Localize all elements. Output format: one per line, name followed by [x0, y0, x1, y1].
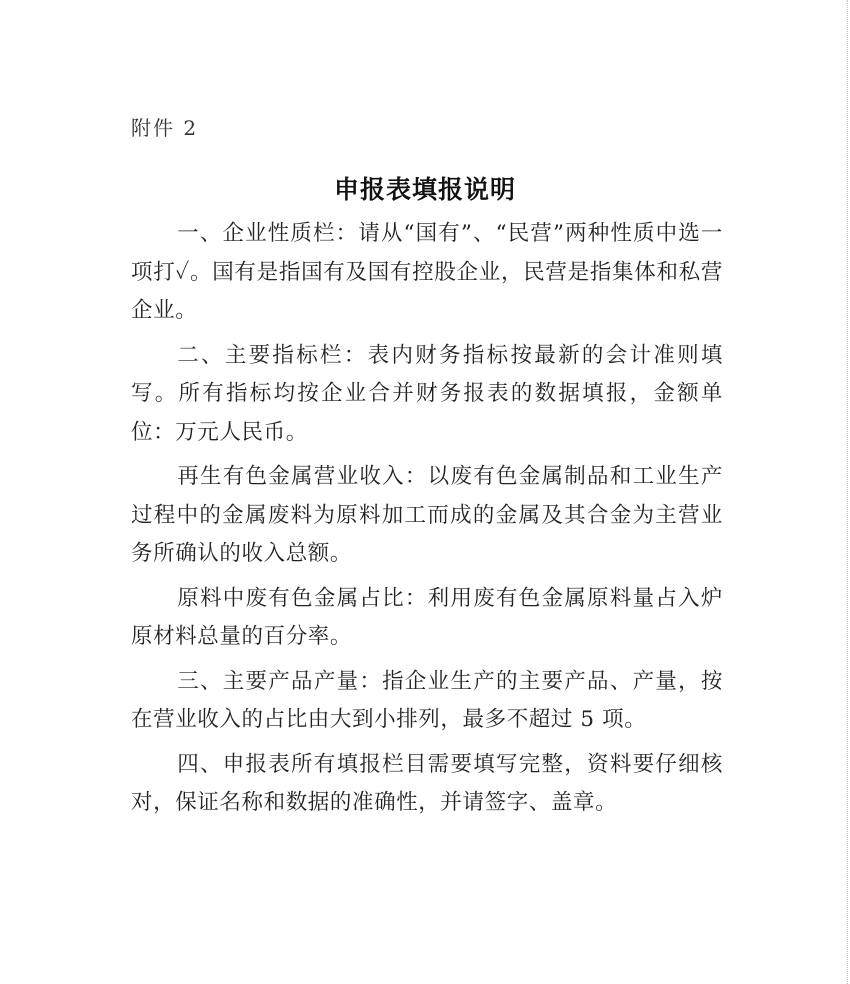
section-completeness-requirement: 四、申报表所有填报栏目需要填写完整，资料要仔细核对，保证名称和数据的准确性，并请签字、盖章。 — [131, 751, 723, 815]
document-title: 申报表填报说明 — [333, 174, 516, 204]
definition-recycled-metal-revenue: 再生有色金属营业收入：以废有色金属制品和工业生产过程中的金属废料为原料加工而成的金属及其合金为主营业务所确认的收入总额。 — [131, 464, 723, 566]
page-edge — [847, 0, 848, 984]
document-body — [131, 215, 723, 829]
definition-scrap-metal-ratio: 原料中废有色金属占比：利用废有色金属原料量占入炉原材料总量的百分率。 — [131, 585, 723, 649]
section-main-product-output: 三、主要产品产量：指企业生产的主要产品、产量，按在营业收入的占比由大到小排列，最多不超过 5 项。 — [131, 668, 723, 732]
section-enterprise-nature: 一、企业性质栏：请从“国有”、“民营”两种性质中选一项打✓。国有是指国有及国有控股企业，民营是指集体和私营企业。 — [131, 221, 723, 323]
attachment-label: 附件 2 — [131, 116, 199, 140]
section-main-indicators: 二、主要指标栏：表内财务指标按最新的会计准则填写。所有指标均按企业合并财务报表的数据填报，金额单位：万元人民币。 — [131, 342, 723, 445]
